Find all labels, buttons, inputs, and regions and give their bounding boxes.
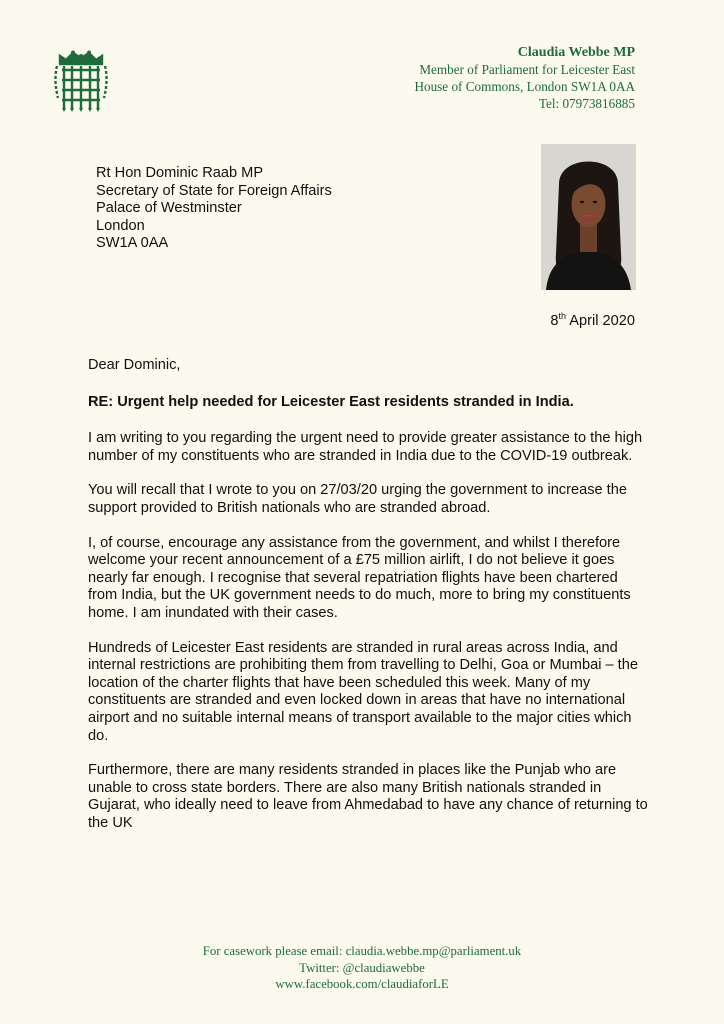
recipient-line: London	[96, 217, 145, 234]
body-paragraph: You will recall that I wrote to you on 27/03/20 urging the government to increase the support provided to British nationals who are stranded abroad.	[88, 482, 627, 516]
recipient-address	[96, 165, 332, 253]
body-paragraph: I am writing to you regarding the urgent need to provide greater assistance to the high number of my constituents who are stranded in India due to the COVID-19 outbreak.	[88, 430, 643, 464]
sender-tel: Tel: 07973816885	[538, 96, 635, 111]
subject-line: RE: Urgent help needed for Leicester East residents stranded in India.	[88, 393, 574, 410]
portcullis-icon	[54, 50, 108, 112]
salutation: Dear Dominic,	[88, 357, 181, 373]
letter-body	[88, 357, 648, 849]
sender-address: House of Commons, London SW1A 0AA	[414, 79, 635, 94]
sender-name: Claudia Webbe MP	[517, 45, 635, 60]
sender-title: Member of Parliament for Leicester East	[419, 62, 635, 77]
body-paragraph: Furthermore, there are many residents stranded in places like the Punjab who are unable to cross state borders. There are also many British nationals stranded in Gujarat, who ideally need to leave from Ahmedabad to have any chance of returning to the UK	[88, 762, 648, 831]
letter-date	[550, 311, 635, 329]
portrait-photo	[541, 144, 636, 290]
body-paragraph: I, of course, encourage any assistance from the government, and whilst I therefore welcome your recent announcement of a £75 million airlift, I do not believe it goes nearly far enough. I recognise that several repatriation flights have been chartered from India, but the UK government needs to do much, more to bring my constituents home. I am inundated with their cases.	[88, 534, 631, 621]
footer-email: For casework please email: claudia.webbe.mp@parliament.uk	[202, 944, 522, 958]
footer-twitter: Twitter: @claudiawebbe	[299, 960, 425, 975]
recipient-line: Rt Hon Dominic Raab MP	[96, 165, 264, 181]
date-month-year: April 2020	[566, 313, 635, 329]
recipient-line: SW1A 0AA	[96, 235, 169, 252]
sender-block	[414, 44, 635, 112]
footer-facebook: www.facebook.com/claudiaforLE	[275, 977, 449, 991]
recipient-line: Palace of Westminster	[96, 200, 242, 217]
recipient-line: Secretary of State for Foreign Affairs	[96, 182, 332, 199]
body-paragraph: Hundreds of Leicester East residents are stranded in rural areas across India, and internal restrictions are prohibiting them from travelling to Delhi, Goa or Mumbai – the location of the charter flights that have been scheduled this week. Many of my constituents are stranded and even locked down in areas that have no international airport and no suitable internal means of transport available to the major cities which do.	[88, 639, 638, 744]
footer	[0, 943, 724, 993]
date-suffix: th	[558, 311, 567, 321]
date-day: 8	[550, 313, 559, 329]
